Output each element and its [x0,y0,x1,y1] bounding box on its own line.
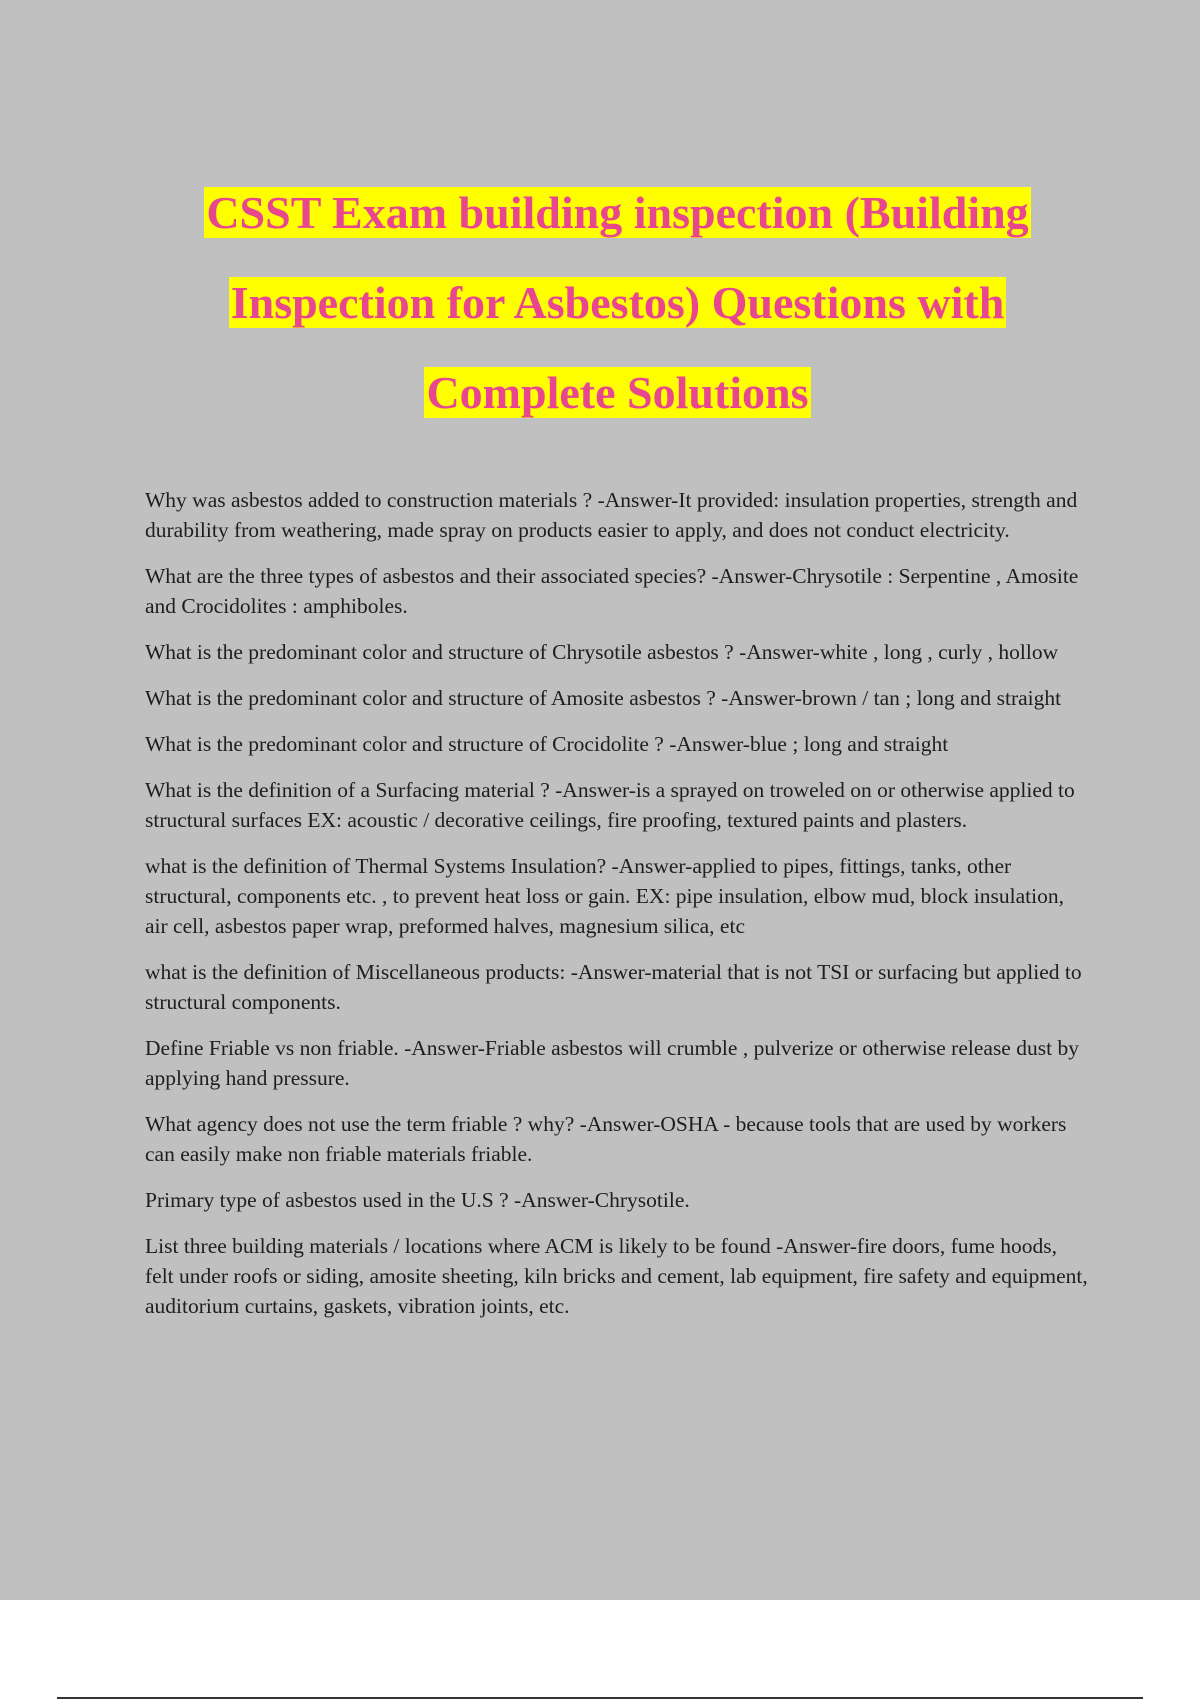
qa-item: Define Friable vs non friable. -Answer-Friable asbestos will crumble , pulverize or otherwise release dust by applying hand pressure. [145,1036,1079,1090]
qa-item: what is the definition of Miscellaneous products: -Answer-material that is not TSI or surfacing but applied to structural components. [145,960,1082,1014]
qa-item: What is the definition of a Surfacing material ? -Answer-is a sprayed on troweled on or otherwise applied to structural surfaces EX: acoustic / decorative ceilings, fire proofing, textured paints and plasters. [145,778,1075,832]
page-divider [57,1697,1143,1699]
qa-item: what is the definition of Thermal Systems Insulation? -Answer-applied to pipes, fittings, tanks, other structural, components etc. , to prevent heat loss or gain. EX: pipe insulation, elbow mud, block insulation, air cell, asbestos paper wrap, preformed halves, magnesium silica, etc [145,854,1064,938]
qa-item: What agency does not use the term friable ? why? -Answer-OSHA - because tools that are used by workers can easily make non friable materials friable. [145,1112,1067,1166]
qa-list [145,485,1090,1337]
title-line: Complete Solutions [426,367,809,418]
qa-item: Why was asbestos added to construction materials ? -Answer-It provided: insulation properties, strength and durability from weathering, made spray on products easier to apply, and does not conduct electricity. [145,488,1078,542]
qa-item: List three building materials / locations where ACM is likely to be found -Answer-fire doors, fume hoods, felt under roofs or siding, amosite sheeting, kiln bricks and cement, lab equipment, fire safety and equipment, auditorium curtains, gaskets, vibration joints, etc. [145,1234,1088,1318]
qa-item: What is the predominant color and structure of Amosite asbestos ? -Answer-brown / tan ; long and straight [145,686,1062,710]
qa-item: What is the predominant color and structure of Chrysotile asbestos ? -Answer-white , long , curly , hollow [145,640,1059,664]
qa-item: What is the predominant color and structure of Crocidolite ? -Answer-blue ; long and straight [145,732,949,756]
qa-item: What are the three types of asbestos and their associated species? -Answer-Chrysotile : Serpentine , Amosite and Crocidolites : amphiboles. [145,564,1079,618]
qa-item: Primary type of asbestos used in the U.S ? -Answer-Chrysotile. [145,1188,690,1212]
title-line: Inspection for Asbestos) Questions with [230,277,1005,328]
document-title [120,168,1115,438]
title-line: CSST Exam building inspection (Building [206,187,1029,238]
